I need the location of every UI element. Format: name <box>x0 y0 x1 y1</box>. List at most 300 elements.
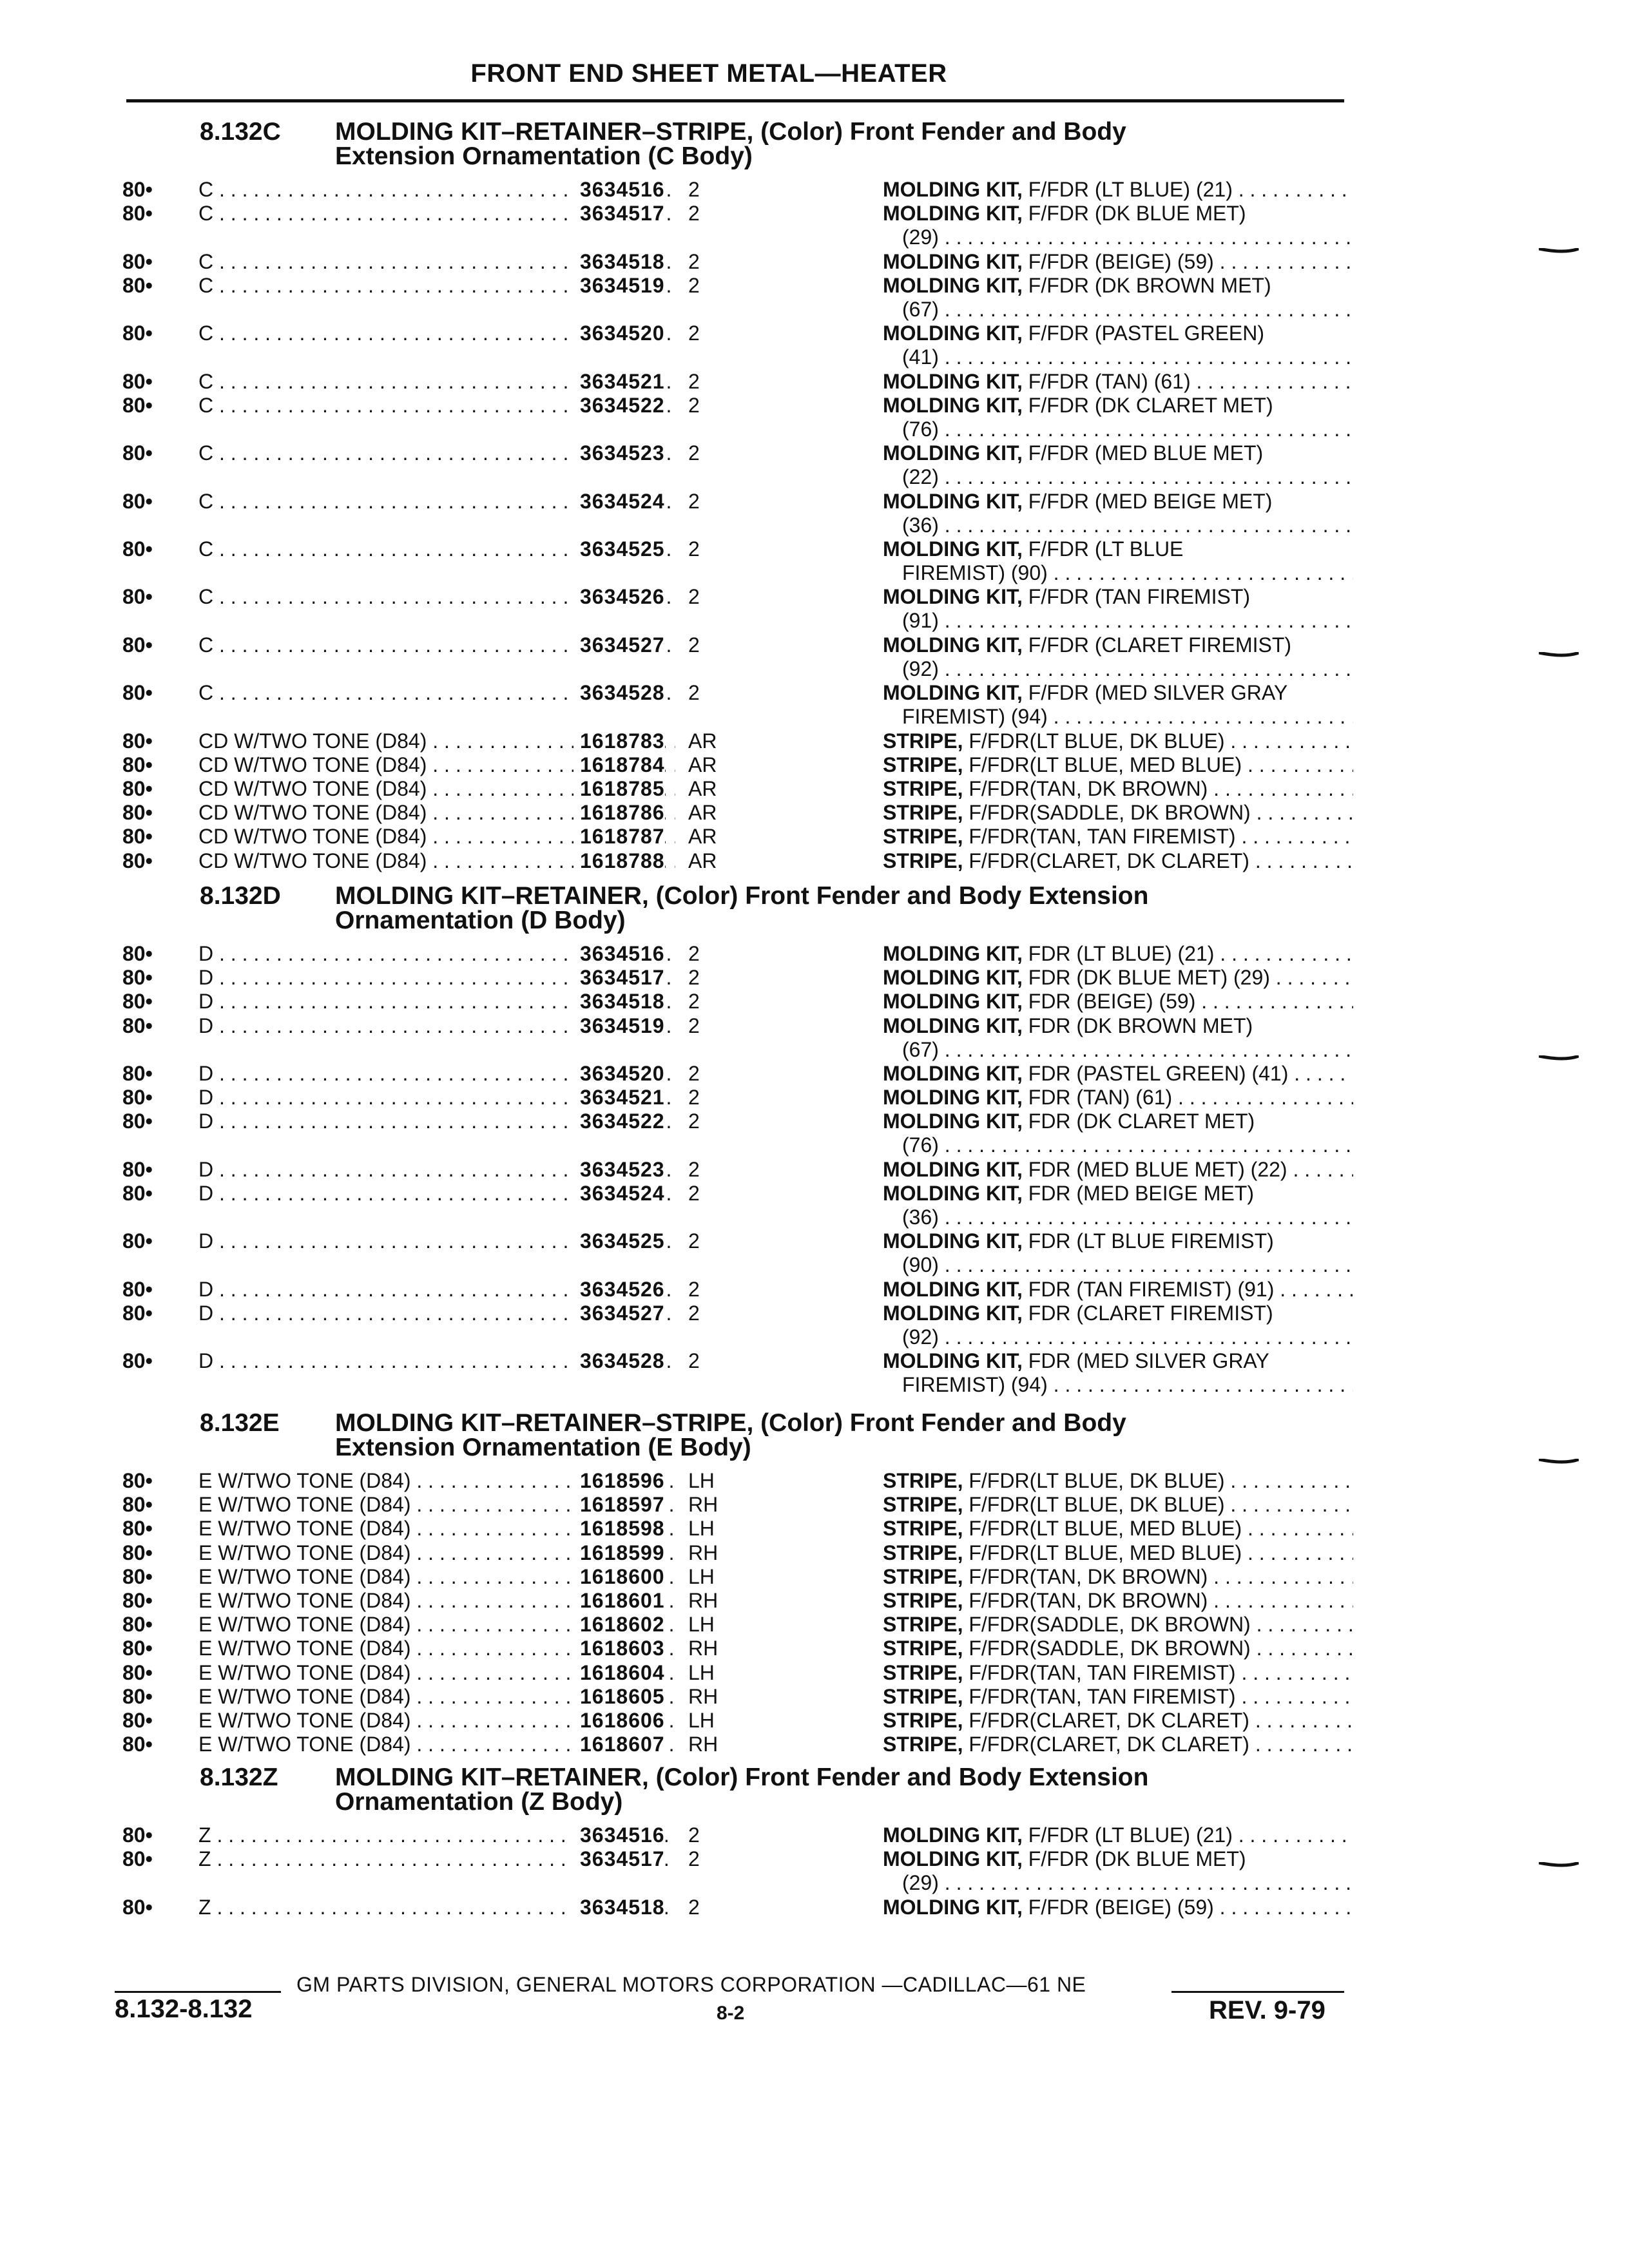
quantity: 2 <box>688 490 700 513</box>
part-number: 3634526 <box>574 585 665 609</box>
description-name: STRIPE, <box>883 1733 963 1756</box>
part-number: 1618598 <box>574 1517 665 1541</box>
description-continuation: (76) . . . <box>883 418 1353 441</box>
part-description <box>883 537 1353 585</box>
description-text: F/FDR (MED BEIGE MET) <box>1028 490 1273 513</box>
model-year: 80• <box>122 825 153 848</box>
footer-section-range: 8.132-8.132 <box>115 1995 253 2023</box>
description-continuation: (22) . . . <box>883 465 1353 489</box>
description-name: MOLDING KIT, <box>883 202 1023 225</box>
body-style: D . . . <box>198 1229 675 1253</box>
section-subtitle: Ornamentation (Z Body) <box>335 1788 623 1816</box>
description-line <box>883 966 1353 990</box>
model-year: 80• <box>122 1565 153 1588</box>
part-number: 3634516 <box>574 942 665 966</box>
part-number: 3634517 <box>574 202 665 226</box>
body-style: E W/TWO TONE (D84) . . . <box>198 1589 675 1613</box>
part-description <box>883 729 1353 753</box>
section-subtitle: Ornamentation (D Body) <box>335 907 626 934</box>
quantity: 2 <box>688 1823 700 1847</box>
part-description <box>883 849 1353 873</box>
part-number: 1618600 <box>574 1565 665 1589</box>
margin-tick-mark <box>1539 1862 1579 1867</box>
part-description <box>883 753 1353 777</box>
part-description <box>883 990 1353 1014</box>
description-line <box>883 1823 1353 1847</box>
description-name: MOLDING KIT, <box>883 585 1023 608</box>
footer-corporation: GM PARTS DIVISION, GENERAL MOTORS CORPORATION —CADILLAC—61 NE <box>296 1973 1086 1996</box>
model-year: 80• <box>122 942 153 965</box>
description-name: STRIPE, <box>883 825 963 848</box>
description-continuation: (41) . . . <box>883 345 1353 369</box>
description-continuation: (29) . . . <box>883 1871 1353 1895</box>
parts-row <box>122 681 1347 728</box>
description-line <box>883 825 1353 849</box>
parts-row <box>122 990 1347 1014</box>
part-description <box>883 441 1353 489</box>
body-style: C . . . <box>198 202 675 226</box>
description-line <box>883 1847 1353 1871</box>
description-line <box>883 1733 1353 1756</box>
body-style: D . . . <box>198 1278 675 1302</box>
description-line <box>883 990 1353 1014</box>
part-number: 3634523 <box>574 441 665 465</box>
description-name: MOLDING KIT, <box>883 681 1023 704</box>
description-line <box>883 1613 1353 1637</box>
part-description <box>883 1565 1353 1589</box>
part-description <box>883 1637 1353 1660</box>
description-line <box>883 1229 1353 1253</box>
model-year: 80• <box>122 274 153 297</box>
quantity: 2 <box>688 370 700 393</box>
part-description <box>883 1349 1353 1397</box>
part-number: 3634524 <box>574 490 665 514</box>
quantity: 2 <box>688 537 700 561</box>
description-name: STRIPE, <box>883 801 963 824</box>
description-text: F/FDR (MED BLUE MET) <box>1028 441 1264 465</box>
description-name: MOLDING KIT, <box>883 1349 1023 1372</box>
parts-row <box>122 537 1347 584</box>
description-text: FDR (BEIGE) (59) <box>1028 990 1196 1013</box>
description-name: STRIPE, <box>883 1613 963 1636</box>
section-heading <box>200 1411 1334 1460</box>
section-number: 8.132E <box>200 1409 280 1437</box>
description-line <box>883 777 1353 801</box>
section-title: MOLDING KIT–RETAINER, (Color) Front Fender and Body Extension <box>335 1763 1149 1791</box>
description-continuation: (92) . . . <box>883 1325 1353 1349</box>
parts-row <box>122 1062 1347 1086</box>
body-style: CD W/TWO TONE (D84) . . . <box>198 825 675 849</box>
description-text: FDR (DK CLARET MET) <box>1028 1110 1255 1133</box>
quantity: 2 <box>688 942 700 965</box>
section-subtitle: Extension Ornamentation (C Body) <box>335 142 753 170</box>
model-year: 80• <box>122 966 153 989</box>
header-rule <box>126 99 1344 102</box>
description-line <box>883 1589 1353 1613</box>
part-number: 3634521 <box>574 370 665 394</box>
parts-row <box>122 1158 1347 1182</box>
part-number: 1618604 <box>574 1661 665 1685</box>
quantity: RH <box>688 1637 718 1660</box>
quantity: RH <box>688 1541 718 1564</box>
part-number: 1618783 <box>574 729 665 753</box>
description-name: MOLDING KIT, <box>883 1086 1023 1109</box>
description-line <box>883 1685 1353 1709</box>
model-year: 80• <box>122 490 153 513</box>
description-name: MOLDING KIT, <box>883 1062 1023 1085</box>
part-description <box>883 681 1353 729</box>
description-name: MOLDING KIT, <box>883 1229 1023 1253</box>
model-year: 80• <box>122 394 153 417</box>
part-number: 3634520 <box>574 322 665 345</box>
description-line <box>883 202 1353 226</box>
description-text: F/FDR (LT BLUE <box>1028 537 1184 561</box>
description-text: F/FDR(CLARET, DK CLARET) <box>969 1733 1249 1756</box>
description-text: F/FDR (BEIGE) (59) <box>1028 1896 1214 1919</box>
part-description <box>883 1613 1353 1637</box>
description-text: F/FDR (MED SILVER GRAY <box>1028 681 1288 704</box>
description-text: FDR (TAN) (61) <box>1028 1086 1173 1109</box>
quantity: LH <box>688 1661 715 1684</box>
description-name: MOLDING KIT, <box>883 1302 1023 1325</box>
description-name: MOLDING KIT, <box>883 441 1023 465</box>
parts-row <box>122 1278 1347 1302</box>
description-line <box>883 849 1353 873</box>
description-line <box>883 178 1353 202</box>
description-text: F/FDR (DK BLUE MET) <box>1028 1847 1246 1870</box>
parts-row <box>122 801 1347 825</box>
description-line <box>883 1517 1353 1541</box>
part-description <box>883 1896 1353 1919</box>
part-number: 3634516 <box>574 178 665 202</box>
description-line <box>883 1014 1353 1038</box>
part-description <box>883 801 1353 825</box>
part-description <box>883 274 1353 322</box>
model-year: 80• <box>122 1469 153 1492</box>
description-line <box>883 1182 1353 1206</box>
parts-row <box>122 777 1347 801</box>
quantity: RH <box>688 1685 718 1708</box>
model-year: 80• <box>122 849 153 872</box>
description-text: F/FDR(SADDLE, DK BROWN) <box>969 801 1251 824</box>
description-continuation: FIREMIST) (94) . . . <box>883 705 1353 729</box>
part-number: 3634517 <box>574 966 665 990</box>
part-description <box>883 202 1353 249</box>
model-year: 80• <box>122 1110 153 1133</box>
margin-tick-mark <box>1539 1055 1579 1061</box>
model-year: 80• <box>122 729 153 753</box>
part-description <box>883 633 1353 681</box>
body-style: D . . . <box>198 990 675 1014</box>
quantity: 2 <box>688 1110 700 1133</box>
model-year: 80• <box>122 585 153 608</box>
parts-row <box>122 1637 1347 1660</box>
description-name: MOLDING KIT, <box>883 1110 1023 1133</box>
parts-row <box>122 1565 1347 1589</box>
model-year: 80• <box>122 370 153 393</box>
description-text: FDR (PASTEL GREEN) (41) <box>1028 1062 1289 1085</box>
quantity: 2 <box>688 1349 700 1372</box>
part-description <box>883 777 1353 801</box>
part-description <box>883 585 1353 633</box>
description-name: STRIPE, <box>883 1493 963 1516</box>
part-description <box>883 322 1353 369</box>
quantity: AR <box>688 825 717 848</box>
parts-row <box>122 178 1347 202</box>
body-style: E W/TWO TONE (D84) . . . <box>198 1469 675 1493</box>
part-number: 3634521 <box>574 1086 665 1110</box>
part-number: 1618601 <box>574 1589 665 1613</box>
quantity: AR <box>688 729 717 753</box>
description-text: F/FDR(LT BLUE, MED BLUE) <box>969 1541 1242 1564</box>
part-description <box>883 1278 1353 1302</box>
description-continuation: FIREMIST) (90) . . . <box>883 561 1353 585</box>
part-number: 1618596 <box>574 1469 665 1493</box>
parts-row <box>122 1302 1347 1349</box>
description-continuation: (91) . . . <box>883 609 1353 633</box>
model-year: 80• <box>122 1349 153 1372</box>
body-style: D . . . <box>198 1302 675 1325</box>
part-description <box>883 1302 1353 1349</box>
description-line <box>883 942 1353 966</box>
part-description <box>883 1685 1353 1709</box>
description-name: MOLDING KIT, <box>883 394 1023 417</box>
quantity: 2 <box>688 322 700 345</box>
description-text: F/FDR (LT BLUE) (21) <box>1028 178 1233 201</box>
body-style: E W/TWO TONE (D84) . . . <box>198 1493 675 1517</box>
parts-row <box>122 394 1347 441</box>
quantity: 2 <box>688 441 700 465</box>
part-description <box>883 394 1353 441</box>
description-text: F/FDR(TAN, DK BROWN) <box>969 777 1208 800</box>
body-style: E W/TWO TONE (D84) . . . <box>198 1709 675 1733</box>
description-line <box>883 322 1353 345</box>
description-name: MOLDING KIT, <box>883 966 1023 989</box>
parts-row <box>122 1589 1347 1613</box>
quantity: 2 <box>688 1229 700 1253</box>
part-number: 3634517 <box>574 1847 665 1871</box>
description-line <box>883 370 1353 394</box>
body-style: C . . . <box>198 274 675 298</box>
description-text: F/FDR (BEIGE) (59) <box>1028 250 1214 273</box>
description-text: F/FDR(LT BLUE, MED BLUE) <box>969 1517 1242 1540</box>
page-title: FRONT END SHEET METAL—HEATER <box>470 59 947 88</box>
description-line <box>883 753 1353 777</box>
body-style: C . . . <box>198 178 675 202</box>
description-name: MOLDING KIT, <box>883 633 1023 657</box>
quantity: 2 <box>688 274 700 297</box>
body-style: D . . . <box>198 966 675 990</box>
description-text: F/FDR(TAN, TAN FIREMIST) <box>969 825 1236 848</box>
model-year: 80• <box>122 1278 153 1301</box>
part-number: 1618788 <box>574 849 665 873</box>
body-style: CD W/TWO TONE (D84) . . . <box>198 801 675 825</box>
quantity: 2 <box>688 681 700 704</box>
quantity: 2 <box>688 1062 700 1085</box>
model-year: 80• <box>122 1062 153 1085</box>
footer-rule-left <box>115 1991 281 1993</box>
description-name: MOLDING KIT, <box>883 990 1023 1013</box>
body-style: E W/TWO TONE (D84) . . . <box>198 1541 675 1565</box>
description-continuation: FIREMIST) (94) . . . <box>883 1373 1353 1397</box>
description-text: F/FDR(LT BLUE, DK BLUE) <box>969 1469 1225 1492</box>
parts-row <box>122 1182 1347 1229</box>
model-year: 80• <box>122 1709 153 1732</box>
quantity: 2 <box>688 394 700 417</box>
part-number: 1618785 <box>574 777 665 801</box>
description-name: MOLDING KIT, <box>883 1182 1023 1205</box>
part-number: 3634519 <box>574 274 665 298</box>
body-style: D . . . <box>198 1182 675 1206</box>
section-title: MOLDING KIT–RETAINER–STRIPE, (Color) Front Fender and Body <box>335 118 1126 146</box>
model-year: 80• <box>122 1589 153 1612</box>
description-name: STRIPE, <box>883 1685 963 1708</box>
body-style: CD W/TWO TONE (D84) . . . <box>198 729 675 753</box>
parts-row <box>122 825 1347 849</box>
section-title: MOLDING KIT–RETAINER–STRIPE, (Color) Front Fender and Body <box>335 1409 1126 1437</box>
parts-row <box>122 1469 1347 1493</box>
description-name: STRIPE, <box>883 1661 963 1684</box>
description-name: STRIPE, <box>883 1541 963 1564</box>
quantity: 2 <box>688 202 700 225</box>
part-number: 3634527 <box>574 1302 665 1325</box>
model-year: 80• <box>122 1541 153 1564</box>
description-text: F/FDR (CLARET FIREMIST) <box>1028 633 1292 657</box>
parts-row <box>122 202 1347 249</box>
part-description <box>883 1158 1353 1182</box>
description-line <box>883 274 1353 298</box>
model-year: 80• <box>122 1613 153 1636</box>
description-text: F/FDR (DK CLARET MET) <box>1028 394 1273 417</box>
quantity: AR <box>688 777 717 800</box>
parts-row <box>122 753 1347 777</box>
body-style: E W/TWO TONE (D84) . . . <box>198 1685 675 1709</box>
model-year: 80• <box>122 1229 153 1253</box>
description-line <box>883 1709 1353 1733</box>
description-text: F/FDR(SADDLE, DK BROWN) <box>969 1637 1251 1660</box>
quantity: 2 <box>688 178 700 201</box>
part-description <box>883 1709 1353 1733</box>
parts-row <box>122 1493 1347 1517</box>
body-style: C . . . <box>198 322 675 345</box>
description-text: FDR (MED SILVER GRAY <box>1028 1349 1269 1372</box>
section-number: 8.132C <box>200 118 281 146</box>
parts-row <box>122 1733 1347 1756</box>
description-line <box>883 1493 1353 1517</box>
section-title: MOLDING KIT–RETAINER, (Color) Front Fender and Body Extension <box>335 882 1149 910</box>
description-line <box>883 1469 1353 1493</box>
part-description <box>883 942 1353 966</box>
description-continuation: (92) . . . <box>883 657 1353 681</box>
part-number: 3634528 <box>574 681 665 705</box>
body-style: C . . . <box>198 537 675 561</box>
model-year: 80• <box>122 633 153 657</box>
part-description <box>883 1014 1353 1062</box>
part-description <box>883 1589 1353 1613</box>
description-line <box>883 1062 1353 1086</box>
quantity: LH <box>688 1565 715 1588</box>
model-year: 80• <box>122 250 153 273</box>
description-text: F/FDR (DK BROWN MET) <box>1028 274 1271 297</box>
description-line <box>883 1110 1353 1133</box>
part-number: 3634522 <box>574 1110 665 1133</box>
model-year: 80• <box>122 1014 153 1037</box>
body-style: CD W/TWO TONE (D84) . . . <box>198 777 675 801</box>
part-number: 1618784 <box>574 753 665 777</box>
parts-row <box>122 1086 1347 1110</box>
description-text: F/FDR(TAN, TAN FIREMIST) <box>969 1685 1236 1708</box>
part-number: 3634522 <box>574 394 665 418</box>
quantity: AR <box>688 753 717 776</box>
model-year: 80• <box>122 537 153 561</box>
description-name: MOLDING KIT, <box>883 370 1023 393</box>
description-line <box>883 1158 1353 1182</box>
quantity: 2 <box>688 633 700 657</box>
description-text: FDR (MED BEIGE MET) <box>1028 1182 1254 1205</box>
section-heading <box>200 120 1334 169</box>
description-text: F/FDR (TAN FIREMIST) <box>1028 585 1251 608</box>
model-year: 80• <box>122 753 153 776</box>
description-text: F/FDR (PASTEL GREEN) <box>1028 322 1265 345</box>
body-style: E W/TWO TONE (D84) . . . <box>198 1517 675 1541</box>
part-number: 3634516 <box>574 1823 665 1847</box>
description-line <box>883 1278 1353 1302</box>
section-heading <box>200 884 1334 933</box>
part-description <box>883 1062 1353 1086</box>
description-name: MOLDING KIT, <box>883 1847 1023 1870</box>
part-number: 1618606 <box>574 1709 665 1733</box>
body-style: C . . . <box>198 585 675 609</box>
section-number: 8.132D <box>200 882 281 910</box>
part-description <box>883 250 1353 274</box>
body-style: C . . . <box>198 441 675 465</box>
part-number: 3634523 <box>574 1158 665 1182</box>
model-year: 80• <box>122 1182 153 1205</box>
description-name: MOLDING KIT, <box>883 942 1023 965</box>
quantity: 2 <box>688 1847 700 1870</box>
description-text: FDR (TAN FIREMIST) (91) <box>1028 1278 1275 1301</box>
body-style: D . . . <box>198 942 675 966</box>
part-number: 3634526 <box>574 1278 665 1302</box>
description-name: STRIPE, <box>883 1589 963 1612</box>
part-number: 3634519 <box>574 1014 665 1038</box>
body-style: D . . . <box>198 1062 675 1086</box>
parts-row <box>122 1541 1347 1565</box>
parts-row <box>122 490 1347 537</box>
part-number: 3634527 <box>574 633 665 657</box>
part-number: 1618787 <box>574 825 665 849</box>
description-line <box>883 1661 1353 1685</box>
description-name: MOLDING KIT, <box>883 1158 1023 1181</box>
footer-revision: REV. 9-79 <box>1209 1996 1325 2024</box>
model-year: 80• <box>122 681 153 704</box>
description-continuation: (76) . . . <box>883 1133 1353 1157</box>
model-year: 80• <box>122 1685 153 1708</box>
model-year: 80• <box>122 1733 153 1756</box>
part-number: 3634518 <box>574 990 665 1014</box>
quantity: RH <box>688 1733 718 1756</box>
model-year: 80• <box>122 1823 153 1847</box>
body-style: C . . . <box>198 681 675 705</box>
description-line <box>883 729 1353 753</box>
parts-row <box>122 966 1347 990</box>
description-continuation: (90) . . . <box>883 1253 1353 1277</box>
quantity: LH <box>688 1613 715 1636</box>
description-name: MOLDING KIT, <box>883 537 1023 561</box>
description-line <box>883 394 1353 418</box>
description-line <box>883 250 1353 274</box>
parts-row <box>122 1823 1347 1847</box>
